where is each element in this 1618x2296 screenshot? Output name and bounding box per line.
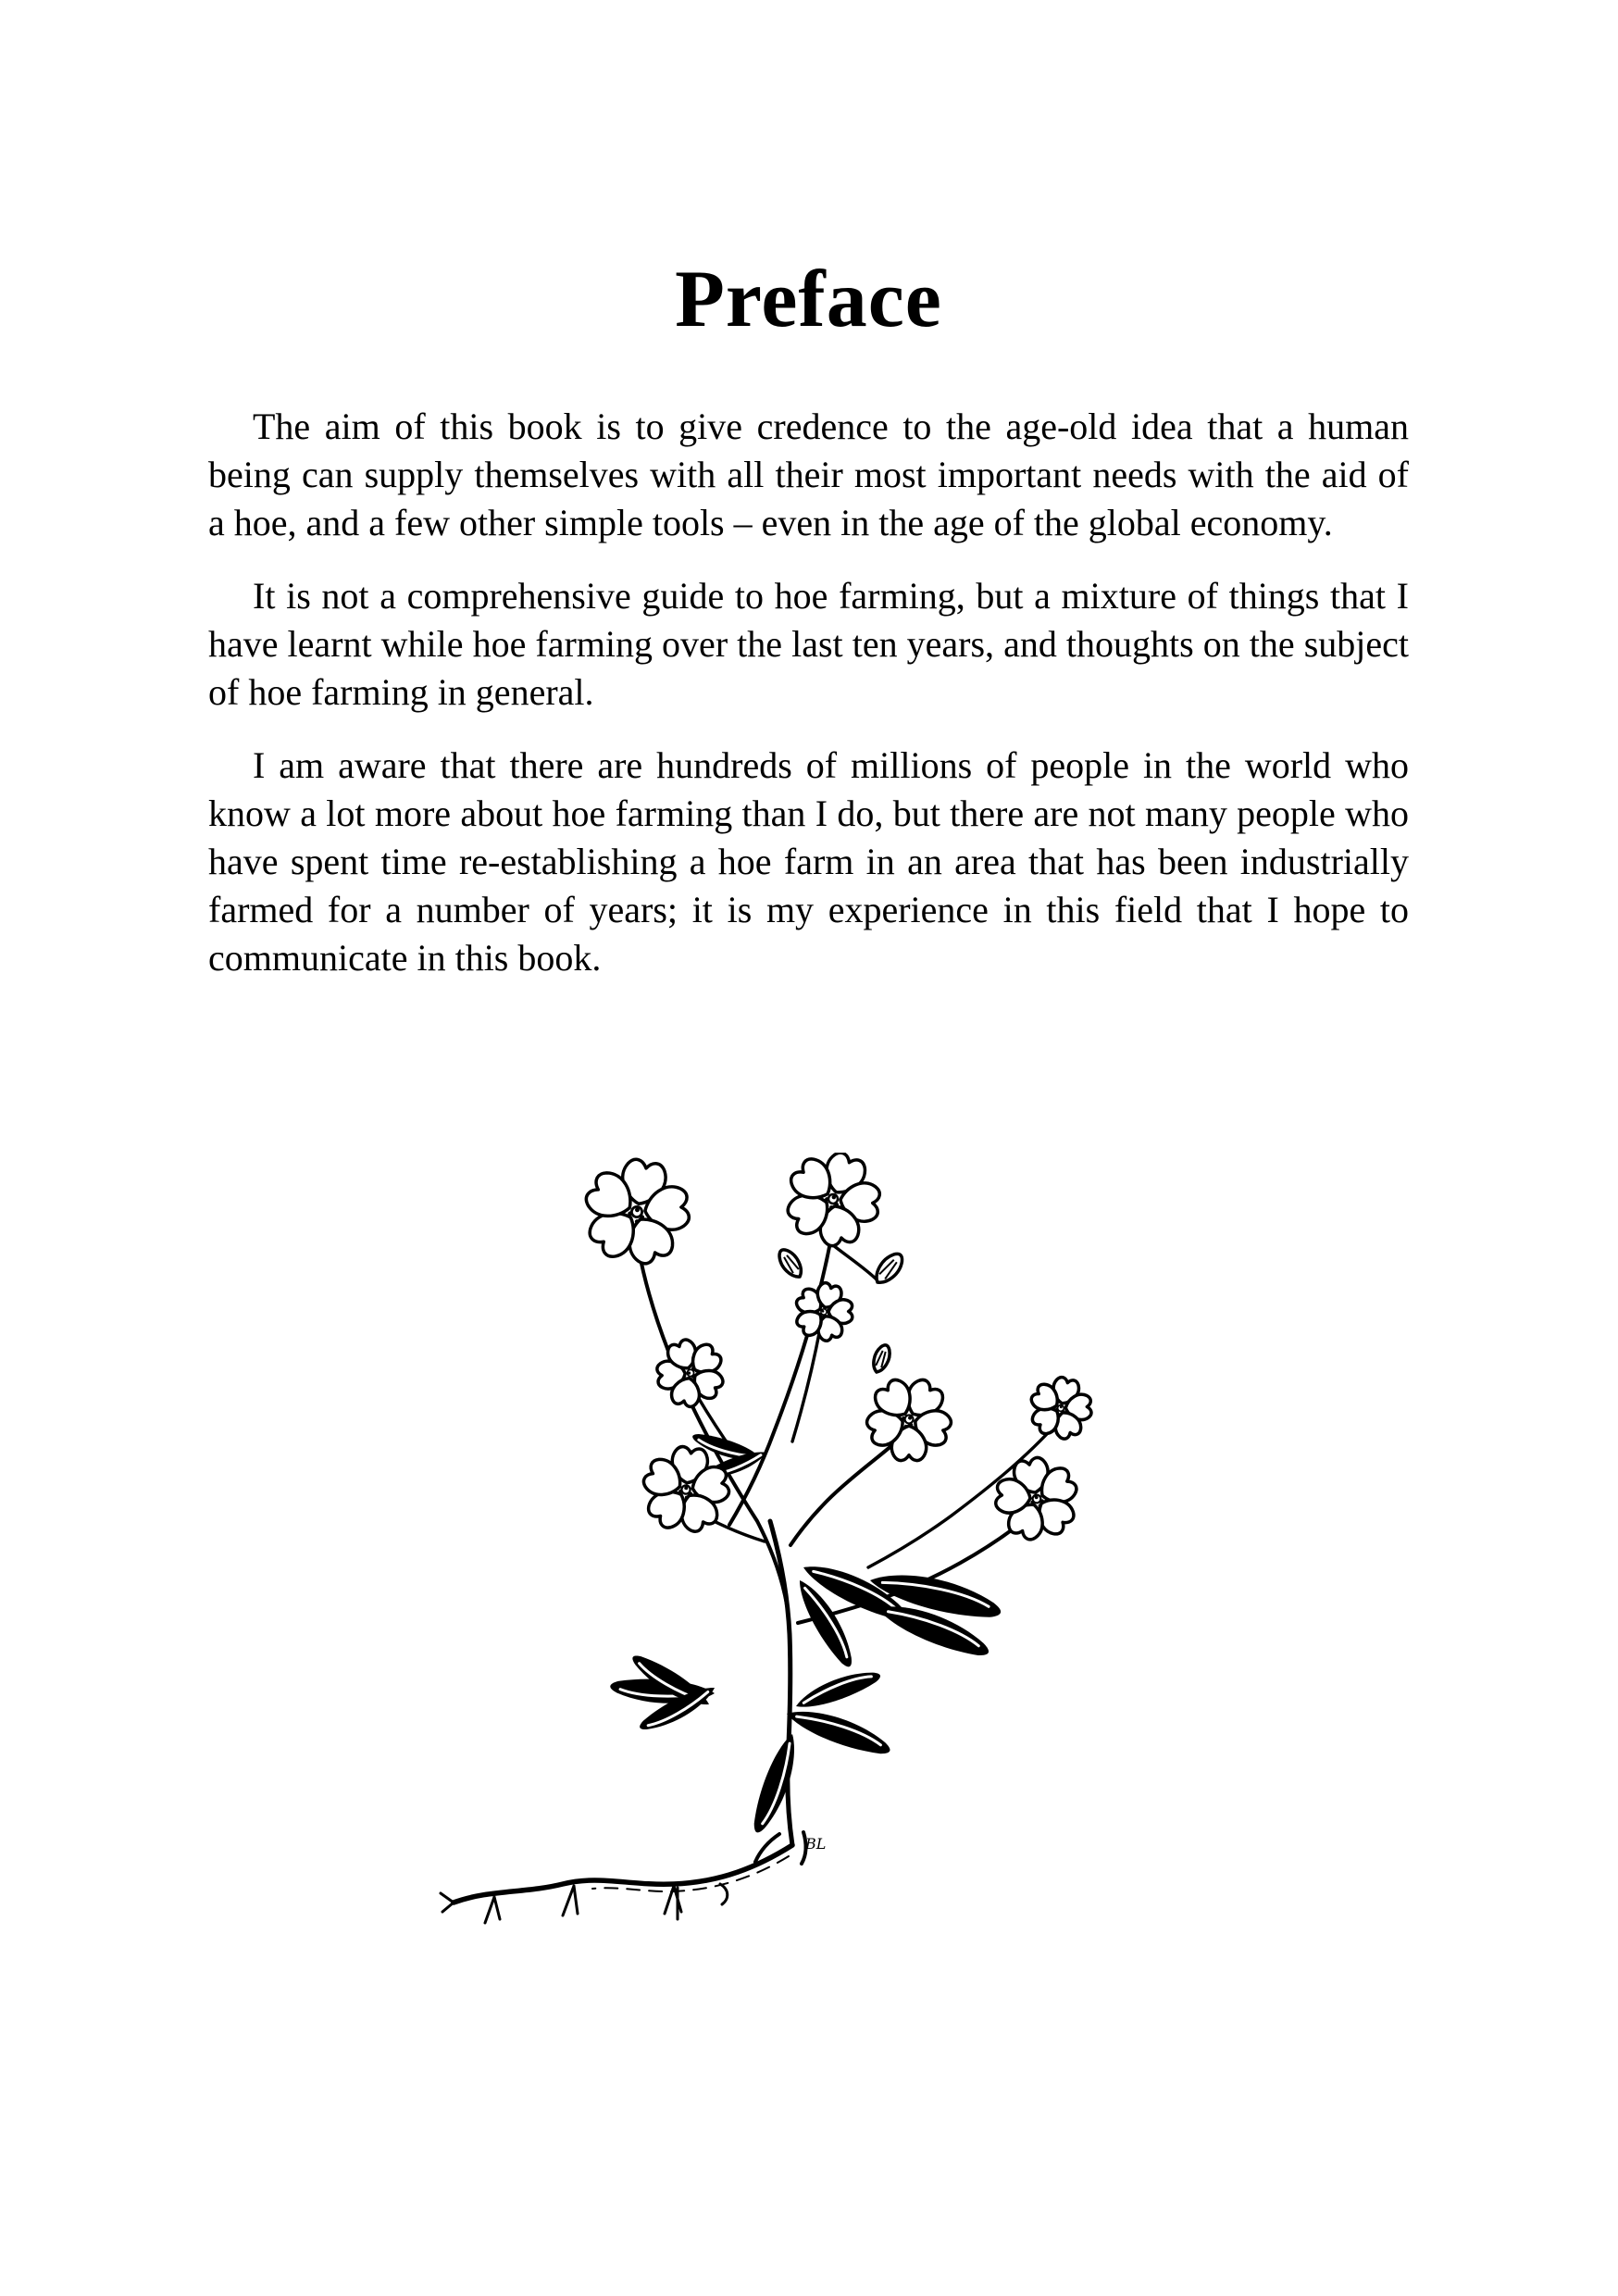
stem [798,1512,1035,1623]
rootlet [441,1893,454,1912]
preface-text [208,403,1409,1007]
runner-root [441,1845,792,1923]
rootlet [665,1886,681,1919]
stem [833,1245,877,1280]
flower [847,1360,969,1481]
leaf [783,1699,894,1763]
stem [792,1329,820,1441]
bud [870,1342,893,1374]
illustrator-signature: BL [805,1835,827,1853]
bud [871,1249,907,1288]
rootlet [720,1884,728,1904]
botanical-illustration [435,1153,1176,1949]
leaf [792,1666,884,1714]
paragraph-3: I am aware that there are hundreds of millions of people in the world who know a lot more about hoe farming than I do, but there are not many people who have spent time re-establishing a hoe farm in an area that has been industrially farmed for a number of years; it is my experience in this field that I hope to communicate in this book. [208,744,1409,979]
flower [1021,1370,1101,1447]
flower [986,1451,1089,1550]
bud [775,1246,806,1281]
stem [639,1250,787,1604]
paragraph-1: The aim of this book is to give credence to the age-old idea that a human being can supply themselves with all their most important needs with the aid of a hoe, and a few other simple tools – even in the age of the global economy. [208,406,1409,543]
flower [571,1153,702,1277]
rootlet [485,1897,500,1923]
plant-stems [639,1238,1057,1864]
rootlet [563,1886,578,1915]
paragraph-2: It is not a comprehensive guide to hoe farming, but a mixture of things that I have learnt while hoe farming over the last ten years, and thoughts on the subject of hoe farming in general. [208,575,1409,713]
flower [783,1270,866,1354]
flower [768,1153,897,1263]
leaf [745,1731,806,1837]
runner [454,1845,792,1903]
page-title: Preface [675,255,942,344]
stem [729,1238,831,1525]
